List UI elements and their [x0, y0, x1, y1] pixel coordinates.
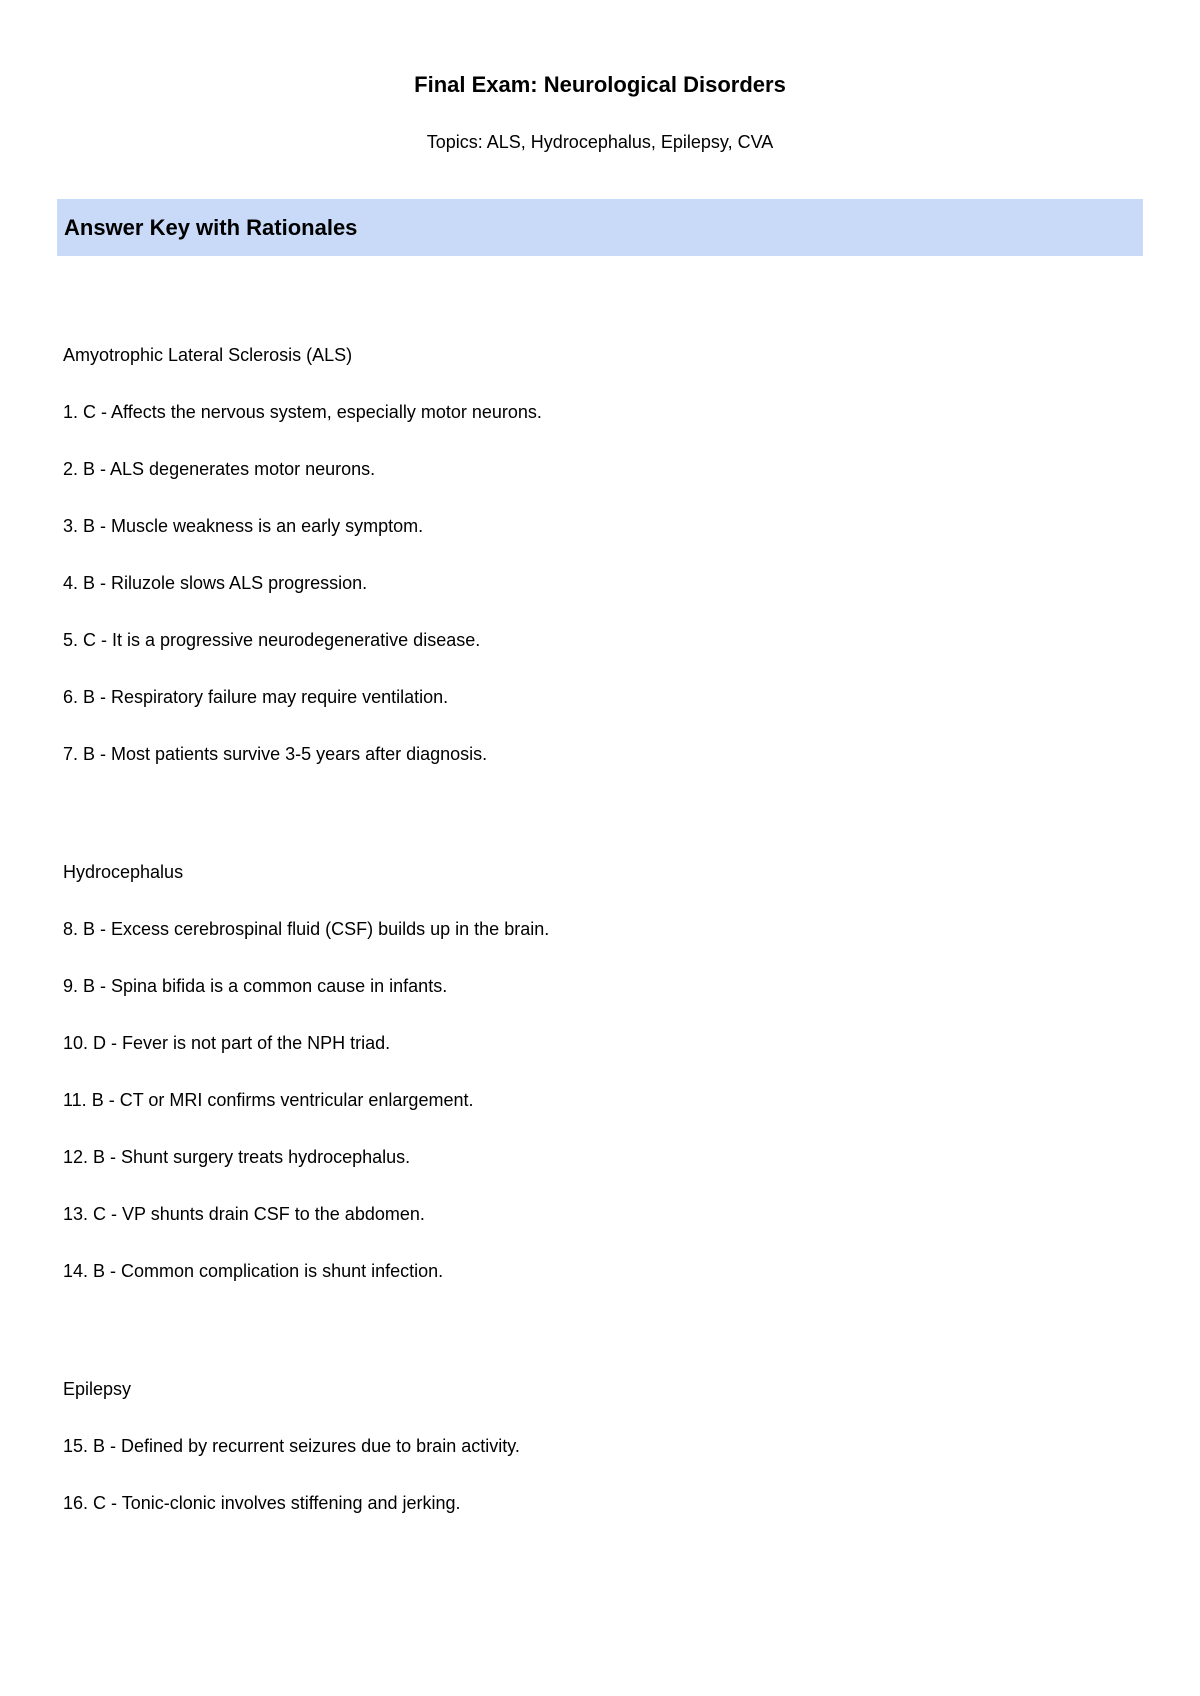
answer-item: 5. C - It is a progressive neurodegenerative disease. — [63, 630, 481, 650]
answer-item: 9. B - Spina bifida is a common cause in infants. — [63, 976, 448, 996]
answer-item: 13. C - VP shunts drain CSF to the abdomen. — [63, 1204, 425, 1224]
section-heading-als: Amyotrophic Lateral Sclerosis (ALS) — [63, 345, 353, 365]
answer-item: 7. B - Most patients survive 3-5 years after diagnosis. — [63, 744, 488, 764]
answer-item: 11. B - CT or MRI confirms ventricular enlargement. — [63, 1090, 474, 1110]
section-heading-epilepsy: Epilepsy — [63, 1379, 132, 1399]
answer-item: 1. C - Affects the nervous system, especially motor neurons. — [63, 402, 542, 422]
answer-item: 4. B - Riluzole slows ALS progression. — [63, 573, 368, 593]
section-heading-hydrocephalus: Hydrocephalus — [63, 862, 184, 882]
answer-item: 2. B - ALS degenerates motor neurons. — [63, 459, 376, 479]
answer-key-banner — [57, 199, 1143, 256]
answer-item: 12. B - Shunt surgery treats hydrocephalus. — [63, 1147, 411, 1167]
answer-item: 14. B - Common complication is shunt infection. — [63, 1261, 444, 1281]
answer-item: 15. B - Defined by recurrent seizures due to brain activity. — [63, 1436, 520, 1456]
document-title: Final Exam: Neurological Disorders — [414, 72, 786, 97]
answer-item: 6. B - Respiratory failure may require ventilation. — [63, 687, 449, 707]
document-subtitle: Topics: ALS, Hydrocephalus, Epilepsy, CVA — [426, 132, 774, 152]
answer-item: 8. B - Excess cerebrospinal fluid (CSF) builds up in the brain. — [63, 919, 550, 939]
answer-item: 10. D - Fever is not part of the NPH triad. — [63, 1033, 391, 1053]
answer-item: 3. B - Muscle weakness is an early symptom. — [63, 516, 424, 536]
banner-title: Answer Key with Rationales — [64, 215, 358, 240]
answer-item: 16. C - Tonic-clonic involves stiffening and jerking. — [63, 1493, 461, 1513]
